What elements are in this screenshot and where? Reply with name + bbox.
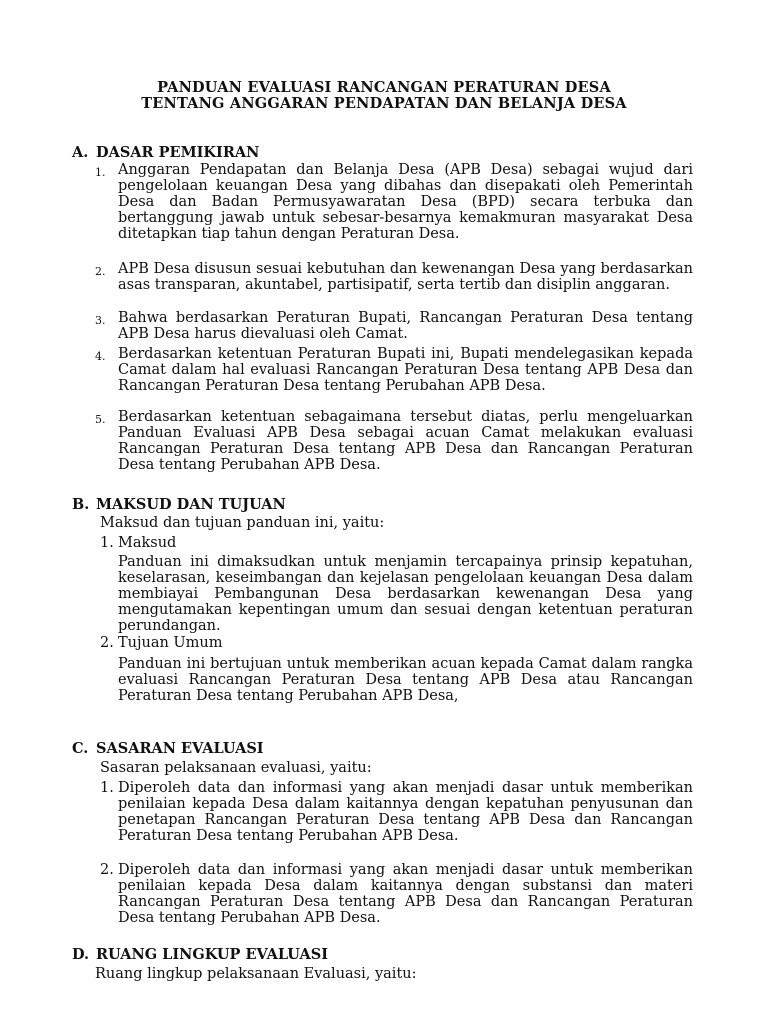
section-c-item-1-text: Diperoleh data dan informasi yang akan menjadi dasar untuk memberikan penilaian kepada Desa dalam kaitannya dengan kepatuhan penyusunan dan penetapan Rancangan Peraturan Desa tentang APB Desa dan Rancangan Peraturan Desa tentang Perubahan APB Desa. <box>118 780 693 844</box>
section-a-item-2-text: APB Desa disusun sesuai kebutuhan dan kewenangan Desa yang berdasarkan asas transparan, akuntabel, partisipatif, serta tertib dan disiplin anggaran. <box>118 261 693 293</box>
section-d-intro: Ruang lingkup pelaksanaan Evaluasi, yaitu: <box>95 966 417 982</box>
section-b-item-2-text: Panduan ini bertujuan untuk memberikan acuan kepada Camat dalam rangka evaluasi Rancangan Peraturan Desa tentang APB Desa atau Rancangan Peraturan Desa tentang Perubahan APB Desa, <box>118 656 693 704</box>
section-c-letter: C. <box>72 740 89 757</box>
section-b-item-1-number: 1. <box>100 535 114 551</box>
section-a-item-1-text: Anggaran Pendapatan dan Belanja Desa (APB Desa) sebagai wujud dari pengelolaan keuangan Desa yang dibahas dan disepakati oleh Pemerintah Desa dan Badan Permusyawaratan Desa (BPD) secara terbuka dan bertanggung jawab untuk sebesar-besarnya kemakmuran masyarakat Desa ditetapkan tiap tahun dengan Peraturan Desa. <box>118 162 693 242</box>
section-a-item-2-number: 2. <box>95 265 106 278</box>
document-title-line-1: PANDUAN EVALUASI RANCANGAN PERATURAN DESA <box>157 79 611 96</box>
section-c-intro: Sasaran pelaksanaan evaluasi, yaitu: <box>100 760 372 776</box>
section-a-item-5-text: Berdasarkan ketentuan sebagaimana tersebut diatas, perlu mengeluarkan Panduan Evaluasi APB Desa sebagai acuan Camat melakukan evaluasi Rancangan Peraturan Desa tentang APB Desa dan Rancangan Peraturan Desa tentang Perubahan APB Desa. <box>118 409 693 473</box>
section-b-title: MAKSUD DAN TUJUAN <box>96 496 286 513</box>
section-c-item-2-number: 2. <box>100 862 114 878</box>
section-a-title: DASAR PEMIKIRAN <box>96 144 260 161</box>
section-a-item-1-number: 1. <box>95 166 106 179</box>
section-d-title: RUANG LINGKUP EVALUASI <box>96 946 329 963</box>
section-d-heading <box>72 946 328 963</box>
section-a-item-4-number: 4. <box>95 350 106 363</box>
section-b-item-1-text: Panduan ini dimaksudkan untuk menjamin tercapainya prinsip kepatuhan, keselarasan, keseimbangan dan kejelasan pengelolaan keuangan Desa dalam membiayai Pembangunan Desa berdasarkan kewenangan Desa yang mengutamakan kepentingan umum dan sesuai dengan ketentuan peraturan perundangan. <box>118 554 693 634</box>
section-a-letter: A. <box>72 144 89 161</box>
section-b-heading <box>72 496 286 513</box>
section-d-letter: D. <box>72 946 90 963</box>
section-b-item-1-label: Maksud <box>118 535 177 551</box>
section-a-item-3-text: Bahwa berdasarkan Peraturan Bupati, Rancangan Peraturan Desa tentang APB Desa harus dievaluasi oleh Camat. <box>118 310 693 342</box>
section-b-item-2-number: 2. <box>100 635 114 651</box>
section-a-heading <box>72 144 259 161</box>
section-c-title: SASARAN EVALUASI <box>96 740 264 757</box>
section-a-item-3-number: 3. <box>95 314 106 327</box>
section-c-item-1-number: 1. <box>100 780 114 796</box>
section-c-item-2-text: Diperoleh data dan informasi yang akan menjadi dasar untuk memberikan penilaian kepada Desa dalam kaitannya dengan substansi dan materi Rancangan Peraturan Desa tentang APB Desa dan Rancangan Peraturan Desa tentang Perubahan APB Desa. <box>118 862 693 926</box>
section-b-letter: B. <box>72 496 90 513</box>
section-c-heading <box>72 740 264 757</box>
section-b-intro: Maksud dan tujuan panduan ini, yaitu: <box>100 515 385 531</box>
section-a-item-5-number: 5. <box>95 413 106 426</box>
section-a-item-4-text: Berdasarkan ketentuan Peraturan Bupati ini, Bupati mendelegasikan kepada Camat dalam hal evaluasi Rancangan Peraturan Desa tentang APB Desa dan Rancangan Peraturan Desa tentang Perubahan APB Desa. <box>118 346 693 394</box>
section-b-item-2-label: Tujuan Umum <box>118 635 223 651</box>
document-title-line-2: TENTANG ANGGARAN PENDAPATAN DAN BELANJA DESA <box>141 95 627 112</box>
